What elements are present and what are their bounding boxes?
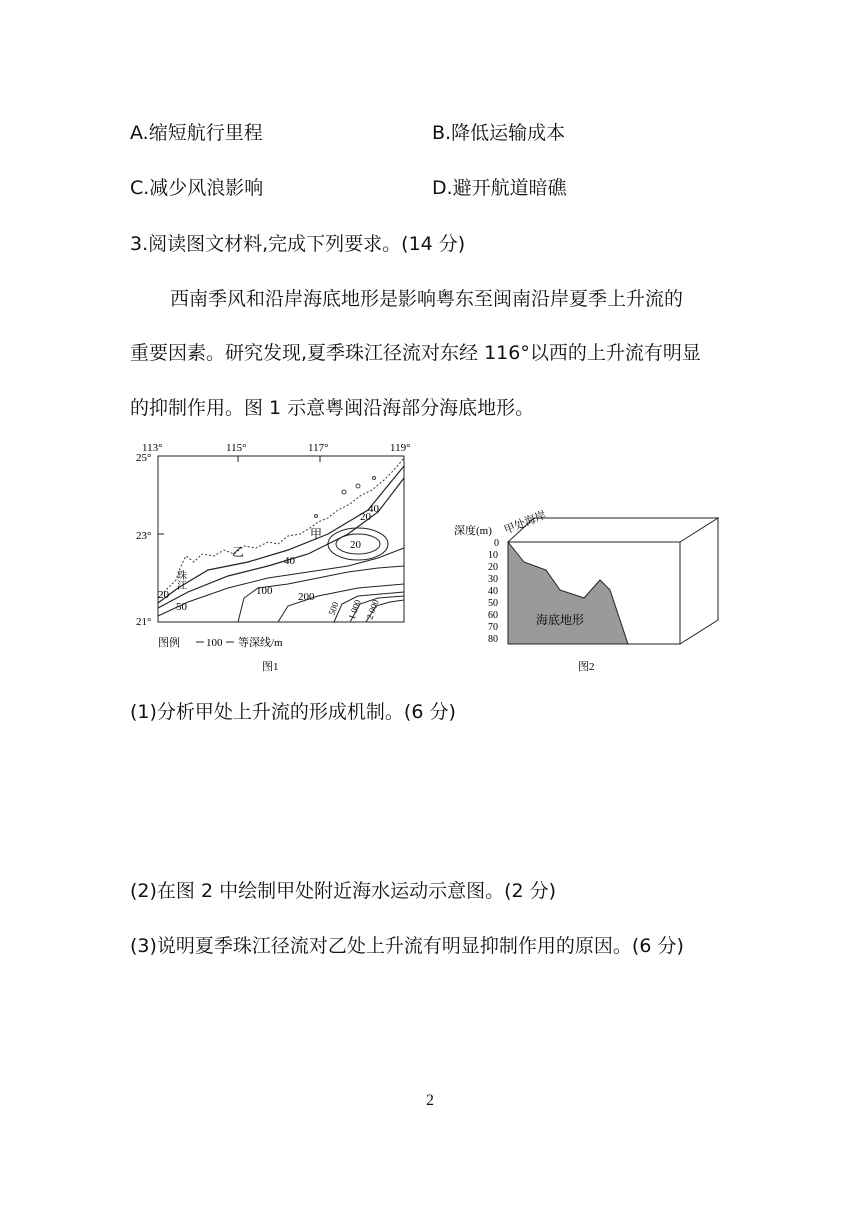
depth-tick-60: 60 xyxy=(488,610,498,621)
coast-label: 甲处海岸 xyxy=(502,509,548,537)
figure-1-caption: 图1 xyxy=(262,661,279,673)
depth-tick-0: 0 xyxy=(494,538,499,549)
place-label-zhujiang: 珠江 xyxy=(174,570,186,590)
contour-label-20-north: 20 xyxy=(360,511,371,523)
contour-label-500: 500 xyxy=(326,600,341,617)
material-line-2: 重要因素。研究发现,夏季珠江径流对东经 116°以西的上升流有明显 xyxy=(130,342,701,364)
sub-question-1: (1)分析甲处上升流的形成机制。(6 分) xyxy=(130,701,456,723)
option-b: B.降低运输成本 xyxy=(432,122,566,144)
page-number: 2 xyxy=(426,1092,434,1109)
material-line-3: 的抑制作用。图 1 示意粤闽沿海部分海底地形。 xyxy=(130,397,535,419)
depth-tick-10: 10 xyxy=(488,550,498,561)
depth-tick-40: 40 xyxy=(488,586,498,597)
option-a: A.缩短航行里程 xyxy=(130,122,263,144)
legend-prefix: 图例 xyxy=(158,637,180,649)
legend-value: 100 xyxy=(206,637,223,649)
depth-tick-50: 50 xyxy=(488,598,498,609)
lon-label-113: 113° xyxy=(142,442,163,454)
lat-label-21: 21° xyxy=(136,616,152,628)
depth-tick-80: 80 xyxy=(488,634,498,645)
lon-label-115: 115° xyxy=(226,442,247,454)
contour-label-200: 200 xyxy=(298,591,315,603)
material-line-1: 西南季风和沿岸海底地形是影响粤东至闽南沿岸夏季上升流的 xyxy=(170,288,684,310)
figure-2-block-diagram xyxy=(450,500,730,680)
lon-label-117: 117° xyxy=(308,442,329,454)
lat-label-25: 25° xyxy=(136,452,152,464)
option-d: D.避开航道暗礁 xyxy=(432,177,567,199)
contour-label-50: 50 xyxy=(176,601,187,613)
sub-question-3: (3)说明夏季珠江径流对乙处上升流有明显抑制作用的原因。(6 分) xyxy=(130,935,684,957)
sub-question-2: (2)在图 2 中绘制甲处附近海水运动示意图。(2 分) xyxy=(130,880,557,902)
place-label-jia: 甲 xyxy=(310,527,323,541)
lon-label-119: 119° xyxy=(390,442,411,454)
axis-title-depth: 深度(m) xyxy=(454,525,492,537)
figure-1-contour-map xyxy=(128,438,418,678)
lat-label-23: 23° xyxy=(136,530,152,542)
contour-label-100: 100 xyxy=(256,585,273,597)
depth-tick-20: 20 xyxy=(488,562,498,573)
terrain-label: 海底地形 xyxy=(536,613,585,627)
figure-2-caption: 图2 xyxy=(578,661,595,673)
contour-label-20-shoal: 20 xyxy=(350,539,361,551)
question-3-heading: 3.阅读图文材料,完成下列要求。(14 分) xyxy=(130,233,466,255)
place-label-yi: 乙 xyxy=(232,545,245,559)
depth-tick-30: 30 xyxy=(488,574,498,585)
legend-text: 等深线/m xyxy=(238,637,283,649)
contour-label-40-north: 40 xyxy=(368,503,379,515)
contour-label-20-west: 20 xyxy=(158,589,169,601)
contour-label-2000: 2 000 xyxy=(364,598,381,621)
contour-label-40-west: 40 xyxy=(284,555,295,567)
depth-tick-70: 70 xyxy=(488,622,498,633)
contour-label-1000: 1 000 xyxy=(346,598,363,621)
option-c: C.减少风浪影响 xyxy=(130,177,264,199)
